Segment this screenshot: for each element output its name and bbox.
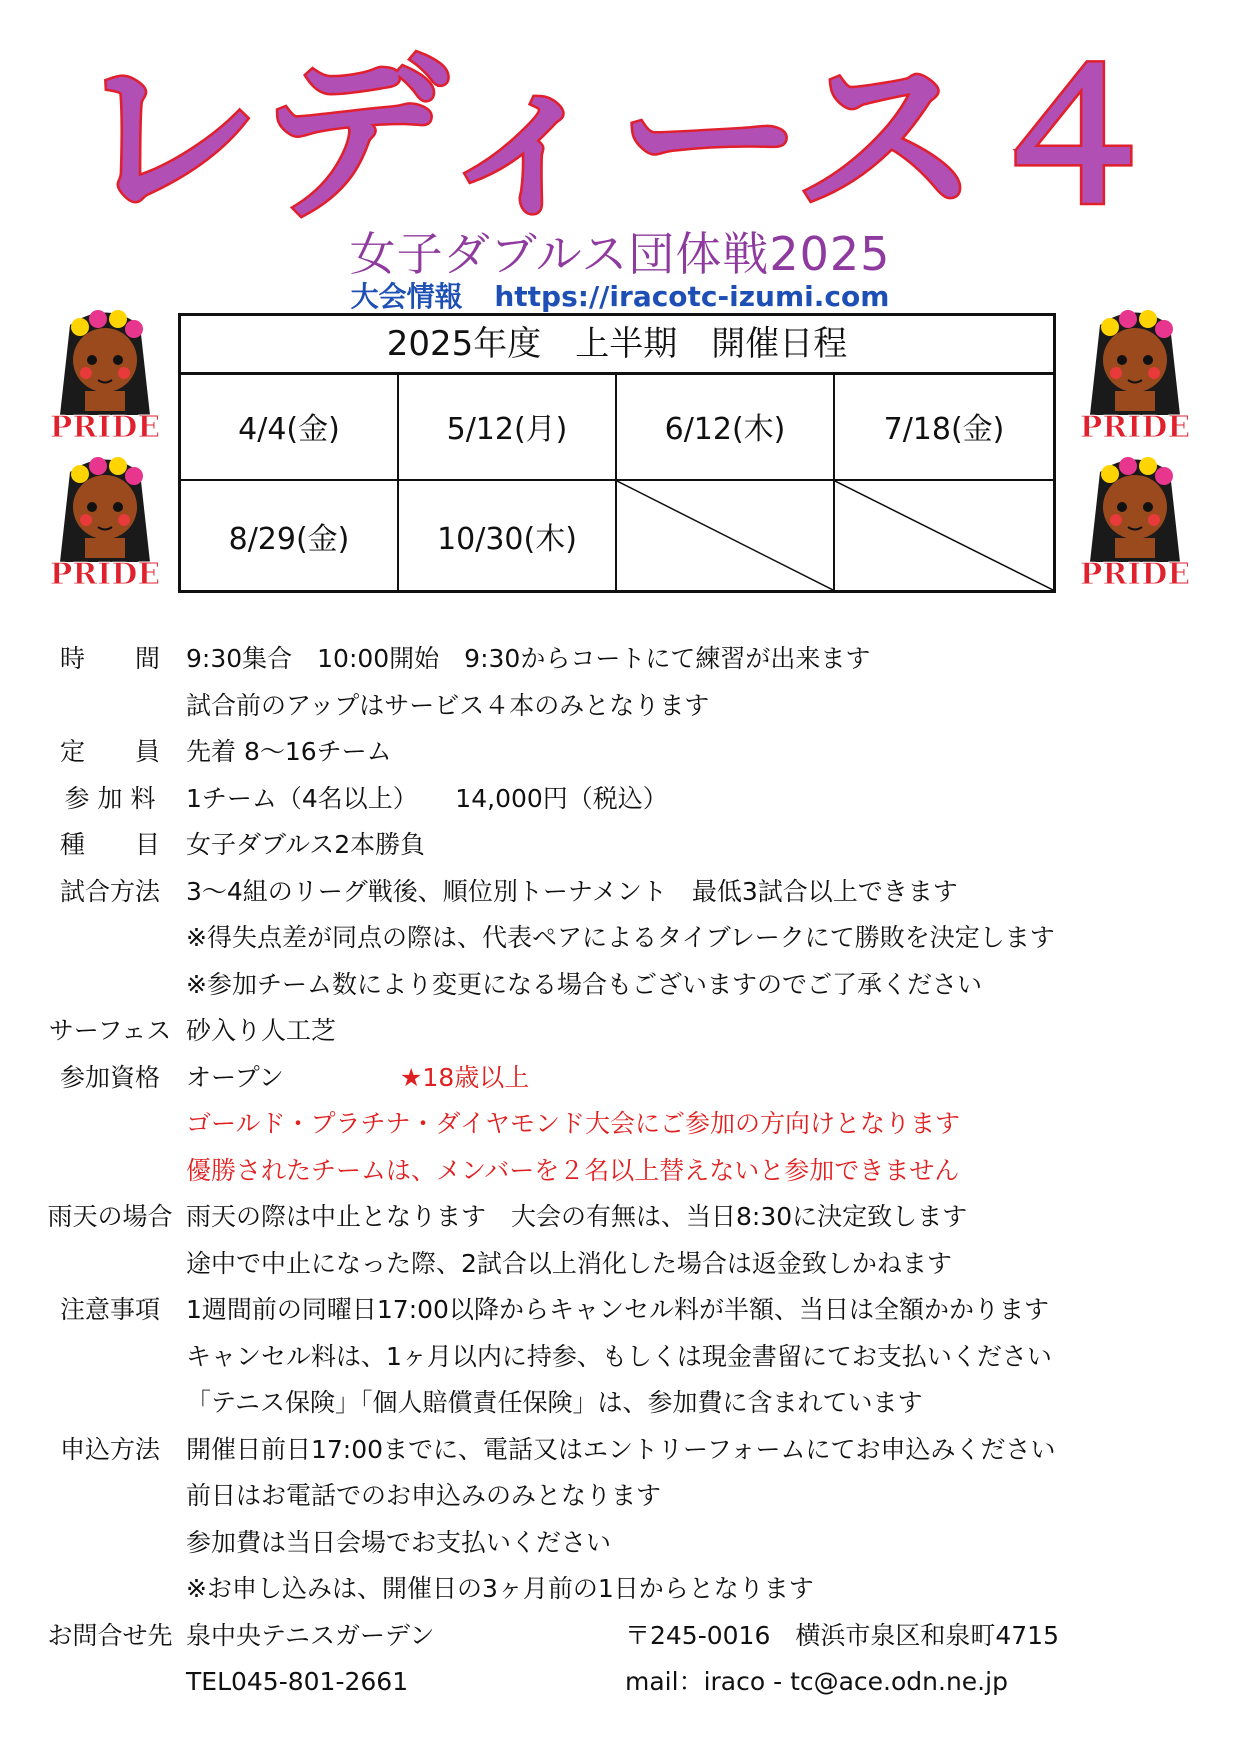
detail-value: 参加費は当日会場でお支払いください (186, 1527, 612, 1557)
schedule-date: 4/4(金) (181, 372, 399, 481)
event-info-url[interactable]: https://iracotc-izumi.com (494, 280, 890, 313)
age-requirement-note: ★18歳以上 (400, 1062, 530, 1092)
detail-label-contact: お問合せ先 (47, 1620, 173, 1650)
detail-value: 「テニス保険」「個人賠償責任保険」は、参加費に含まれています (186, 1388, 923, 1417)
detail-value: 試合前のアップはサービス４本のみとなります (186, 690, 710, 720)
event-info-line (0, 275, 1240, 315)
detail-value: 先着 8～16チーム (186, 737, 392, 766)
detail-label-eligibility: 参加資格 (59, 1062, 160, 1092)
schedule-date: 10/30(木) (399, 481, 617, 590)
detail-value: ※参加チーム数により変更になる場合もございますのでご了承ください (186, 969, 982, 999)
detail-label-notes: 注意事項 (59, 1295, 160, 1324)
mascot-image (40, 452, 170, 592)
detail-value: 女子ダブルス2本勝負 (186, 830, 426, 859)
contact-email[interactable]: mail：iraco - tc@ace.odn.ne.jp (625, 1667, 1008, 1696)
banner-title: レディース４ (75, 35, 1165, 230)
schedule-date: 7/18(金) (835, 372, 1053, 481)
detail-value: 前日はお電話でのお申込みのみとなります (186, 1481, 662, 1510)
mascot-image (1070, 452, 1200, 592)
detail-value: オープン (186, 1062, 284, 1092)
event-subtitle: 女子ダブルス団体戦2025 (349, 227, 891, 281)
detail-value: 途中で中止になった際、2試合以上消化した場合は返金致しかねます (186, 1248, 952, 1278)
schedule-empty-cell (835, 481, 1053, 590)
detail-value: 砂入り人工芝 (186, 1016, 337, 1045)
detail-label-surface: サーフェス (48, 1016, 172, 1045)
detail-value: ※得失点差が同点の際は、代表ペアによるタイブレークにて勝敗を決定します (186, 923, 1055, 952)
detail-label-capacity: 定 員 (59, 737, 160, 766)
detail-value: 雨天の際は中止となります 大会の有無は、当日8:30に決定致します (186, 1202, 968, 1231)
eligibility-warning: ゴールド・プラチナ・ダイヤモンド大会にご参加の方向けとなります (186, 1109, 961, 1138)
contact-phone[interactable]: TEL045-801-2661 (186, 1667, 409, 1696)
mascot-image (1070, 305, 1200, 445)
schedule-empty-cell (617, 481, 835, 590)
eligibility-warning: 優勝されたチームは、メンバーを２名以上替えないと参加できません (186, 1155, 960, 1185)
detail-label-rain: 雨天の場合 (47, 1202, 173, 1231)
contact-name: 泉中央テニスガーデン (186, 1620, 435, 1650)
detail-value: 1チーム（4名以上） 14,000円（税込） (186, 783, 668, 813)
detail-label-event: 種 目 (59, 830, 160, 859)
detail-value: キャンセル料は、1ヶ月以内に持参、もしくは現金書留にてお支払いください (186, 1341, 1052, 1371)
detail-value: 9:30集合 10:00開始 9:30からコートにて練習が出来ます (186, 644, 871, 673)
details-section (40, 636, 1200, 1706)
detail-label-apply: 申込方法 (59, 1434, 160, 1464)
detail-value: 3～4組のリーグ戦後、順位別トーナメント 最低3試合以上できます (186, 876, 958, 906)
detail-value: 1週間前の同曜日17:00以降からキャンセル料が半額、当日は全額かかります (186, 1295, 1049, 1324)
schedule-date: 6/12(木) (617, 372, 835, 481)
mascot-image (40, 305, 170, 445)
mascot-text: PRIDE (49, 557, 161, 592)
detail-value: ※お申し込みは、開催日の3ヶ月前の1日からとなります (186, 1574, 814, 1603)
detail-label-format: 試合方法 (59, 876, 160, 906)
detail-value: 開催日前日17:00までに、電話又はエントリーフォームにてお申込みください (186, 1434, 1056, 1464)
mascot-text: PRIDE (1079, 410, 1191, 445)
schedule-table (178, 313, 1056, 593)
contact-address: 〒245-0016 横浜市泉区和泉町4715 (625, 1620, 1059, 1650)
detail-label-fee: 参 加 料 (64, 783, 156, 813)
schedule-date: 5/12(月) (399, 372, 617, 481)
schedule-date: 8/29(金) (181, 481, 399, 590)
detail-label-time: 時 間 (59, 644, 160, 673)
mascot-text: PRIDE (1079, 557, 1191, 592)
title-banner (60, 30, 1180, 230)
event-info-label: 大会情報 (350, 280, 463, 313)
mascot-text: PRIDE (49, 410, 161, 445)
schedule-heading: 2025年度 上半期 開催日程 (181, 316, 1053, 375)
